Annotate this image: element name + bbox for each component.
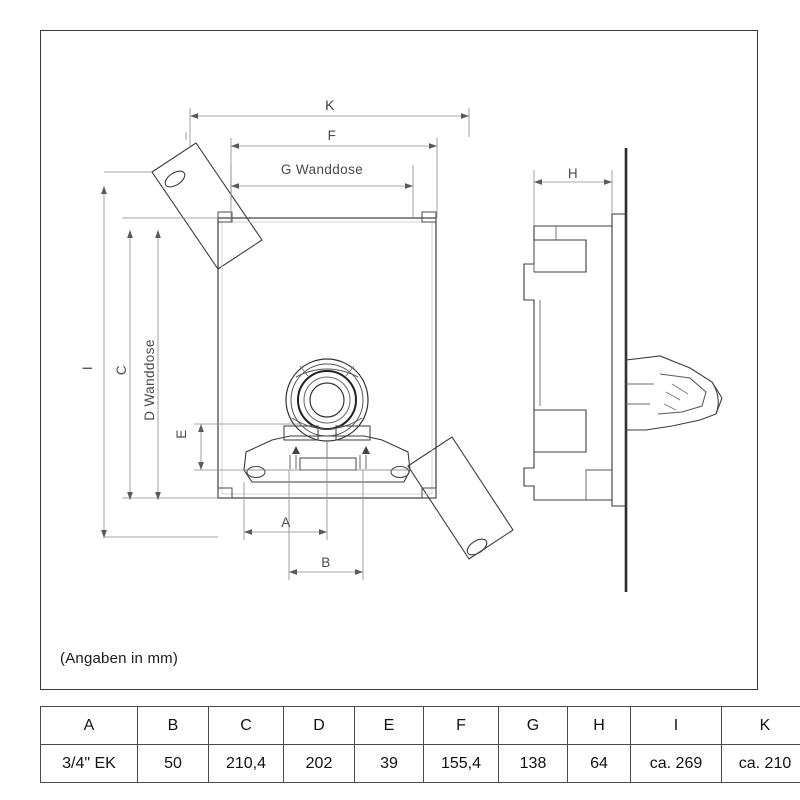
table-header-d: D <box>284 707 355 745</box>
table-cell-i: ca. 269 <box>631 745 722 783</box>
table-header-b: B <box>138 707 209 745</box>
table-header-i: I <box>631 707 722 745</box>
dimension-lines <box>104 108 612 580</box>
table-cell-a: 3/4" EK <box>41 745 138 783</box>
dim-label-a: A <box>281 515 291 530</box>
specification-table <box>40 706 800 783</box>
dim-label-e: E <box>174 429 189 439</box>
side-view-assembly <box>524 148 722 592</box>
units-note: (Angaben in mm) <box>60 650 179 667</box>
table-header-e: E <box>355 707 424 745</box>
front-view-assembly <box>152 143 513 559</box>
table-cell-c: 210,4 <box>209 745 284 783</box>
table-header-g: G <box>499 707 568 745</box>
mounting-rail-upper <box>152 143 262 269</box>
dim-label-k: K <box>325 97 335 113</box>
table-header-k: K <box>722 707 800 745</box>
table-cell-f: 155,4 <box>424 745 499 783</box>
dim-label-g: G Wanddose <box>280 162 364 177</box>
table-header-c: C <box>209 707 284 745</box>
dim-label-i: I <box>80 365 95 371</box>
table-cell-b: 50 <box>138 745 209 783</box>
table-cell-e: 39 <box>355 745 424 783</box>
table-header-a: A <box>41 707 138 745</box>
dim-label-c: C <box>114 364 129 376</box>
table-row <box>41 745 800 783</box>
table-header-row <box>41 707 800 745</box>
dim-label-h: H <box>567 166 579 181</box>
table-header-f: F <box>424 707 499 745</box>
table-cell-g: 138 <box>499 745 568 783</box>
dim-label-b: B <box>321 555 331 570</box>
table-cell-h: 64 <box>568 745 631 783</box>
outlet-flange <box>286 359 368 441</box>
table-cell-d: 202 <box>284 745 355 783</box>
table-header-h: H <box>568 707 631 745</box>
dim-label-d: D Wanddose <box>142 339 157 421</box>
dim-label-f: F <box>327 128 337 143</box>
table-cell-k: ca. 210 <box>722 745 800 783</box>
